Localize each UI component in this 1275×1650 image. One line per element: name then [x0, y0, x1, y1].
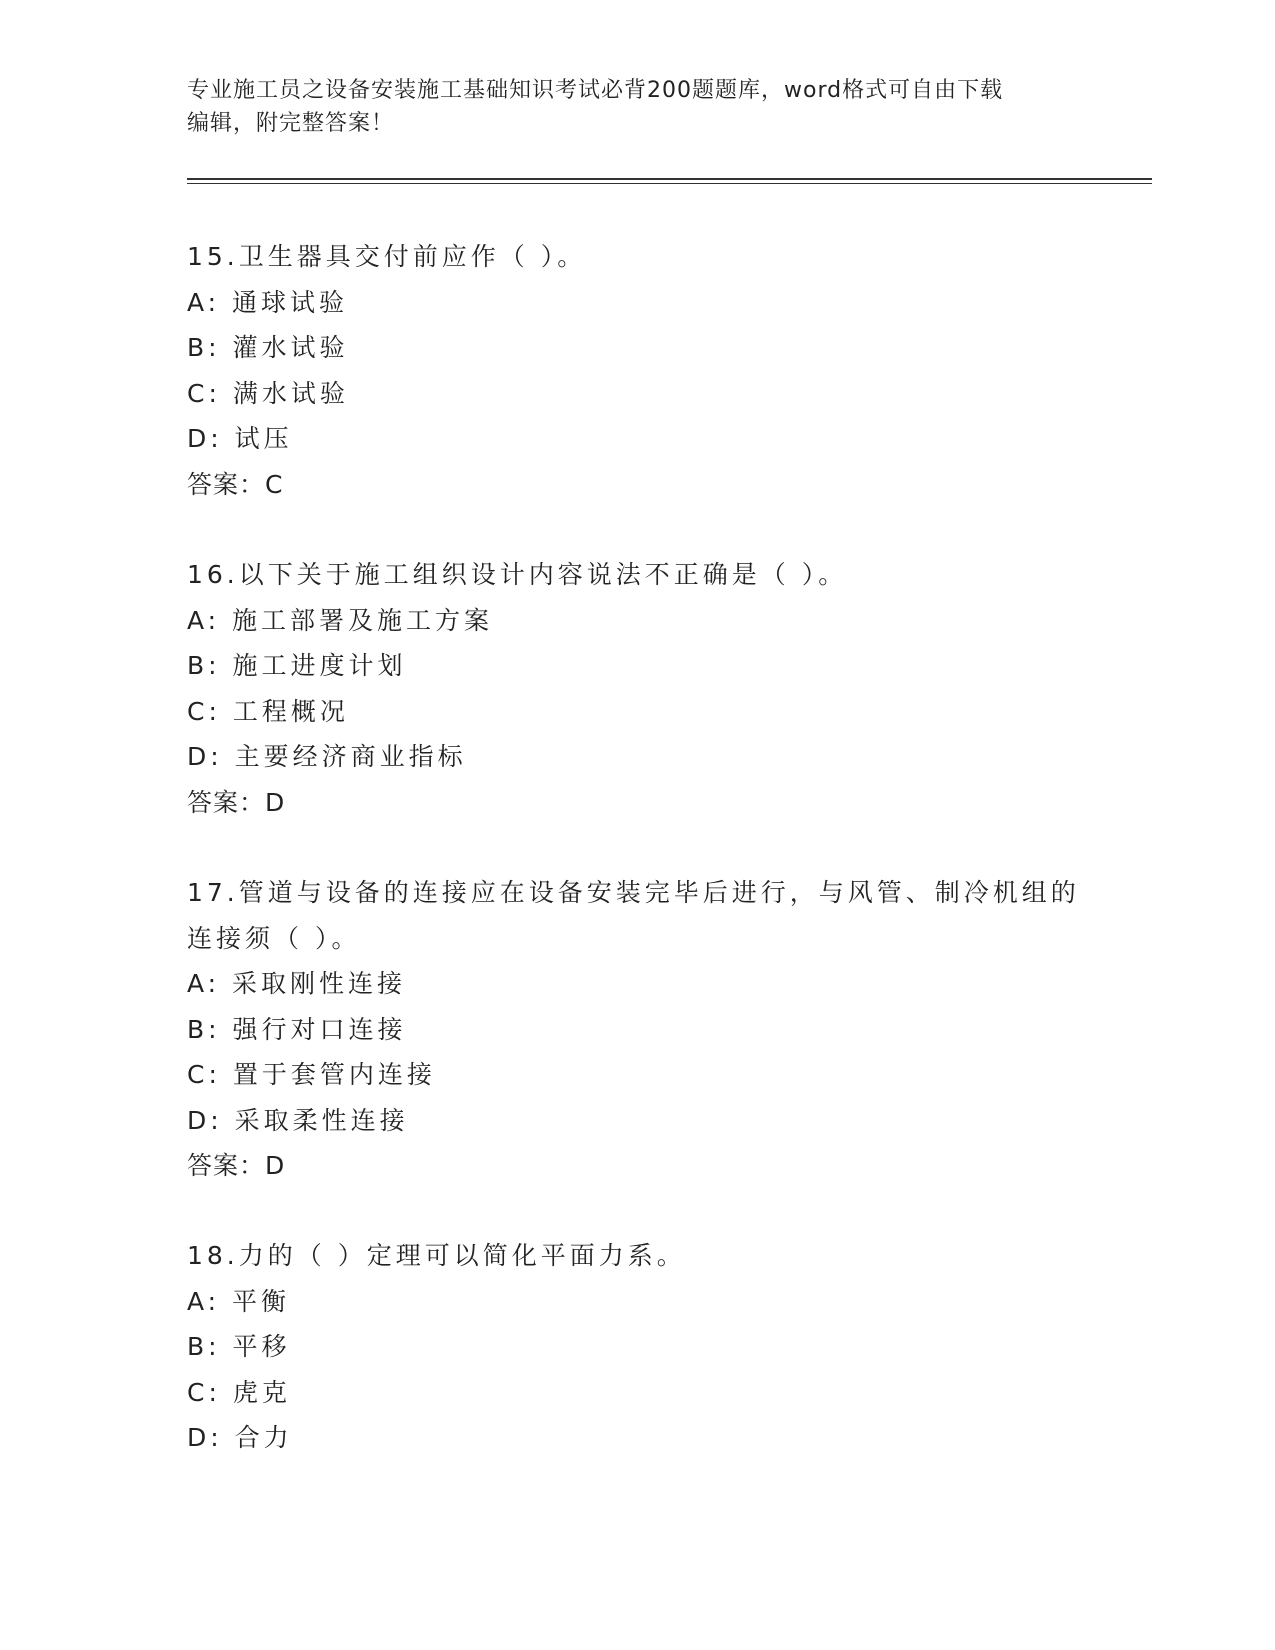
answer: 答案：D — [187, 787, 286, 817]
question-stem-continued: 连接须（ ）。 — [187, 923, 361, 953]
question-15 — [187, 234, 1087, 507]
option-d: D: 采取柔性连接 — [187, 1105, 409, 1135]
option-b: B: 施工进度计划 — [187, 651, 407, 680]
question-16 — [187, 552, 1087, 825]
answer: 答案：D — [187, 1151, 286, 1180]
question-stem: 15.卫生器具交付前应作（ ）。 — [187, 242, 587, 271]
header-line-2: 编辑，附完整答案！ — [187, 111, 395, 136]
option-a: A: 采取刚性连接 — [187, 969, 407, 998]
answer: 答案：C — [187, 469, 284, 499]
header-divider-thin — [187, 183, 1152, 184]
option-c: C: 满水试验 — [187, 378, 349, 408]
option-a: A: 施工部署及施工方案 — [187, 605, 494, 635]
option-b: B: 强行对口连接 — [187, 1014, 407, 1044]
option-b: B: 灌水试验 — [187, 333, 349, 362]
question-17 — [187, 870, 1087, 1189]
question-stem: 17.管道与设备的连接应在设备安装完毕后进行，与风管、制冷机组的 — [187, 878, 1080, 907]
question-stem: 16.以下关于施工组织设计内容说法不正确是（ ）。 — [187, 560, 848, 589]
option-c: C: 置于套管内连接 — [187, 1060, 436, 1089]
option-b: B: 平移 — [187, 1332, 291, 1361]
option-d: D: 合力 — [187, 1423, 293, 1452]
header-divider-thick — [187, 178, 1152, 180]
option-a: A: 平衡 — [187, 1286, 291, 1316]
question-18 — [187, 1233, 1087, 1461]
option-c: C: 工程概况 — [187, 696, 349, 726]
header-line-1: 专业施工员之设备安装施工基础知识考试必背200题题库，word格式可自由下载 — [187, 78, 1004, 103]
question-stem: 18.力的（ ）定理可以简化平面力系。 — [187, 1241, 686, 1270]
option-a: A: 通球试验 — [187, 287, 349, 317]
option-d: D: 主要经济商业指标 — [187, 742, 467, 771]
option-d: D: 试压 — [187, 424, 293, 453]
document-header — [187, 74, 1067, 140]
option-c: C: 虎克 — [187, 1377, 291, 1407]
